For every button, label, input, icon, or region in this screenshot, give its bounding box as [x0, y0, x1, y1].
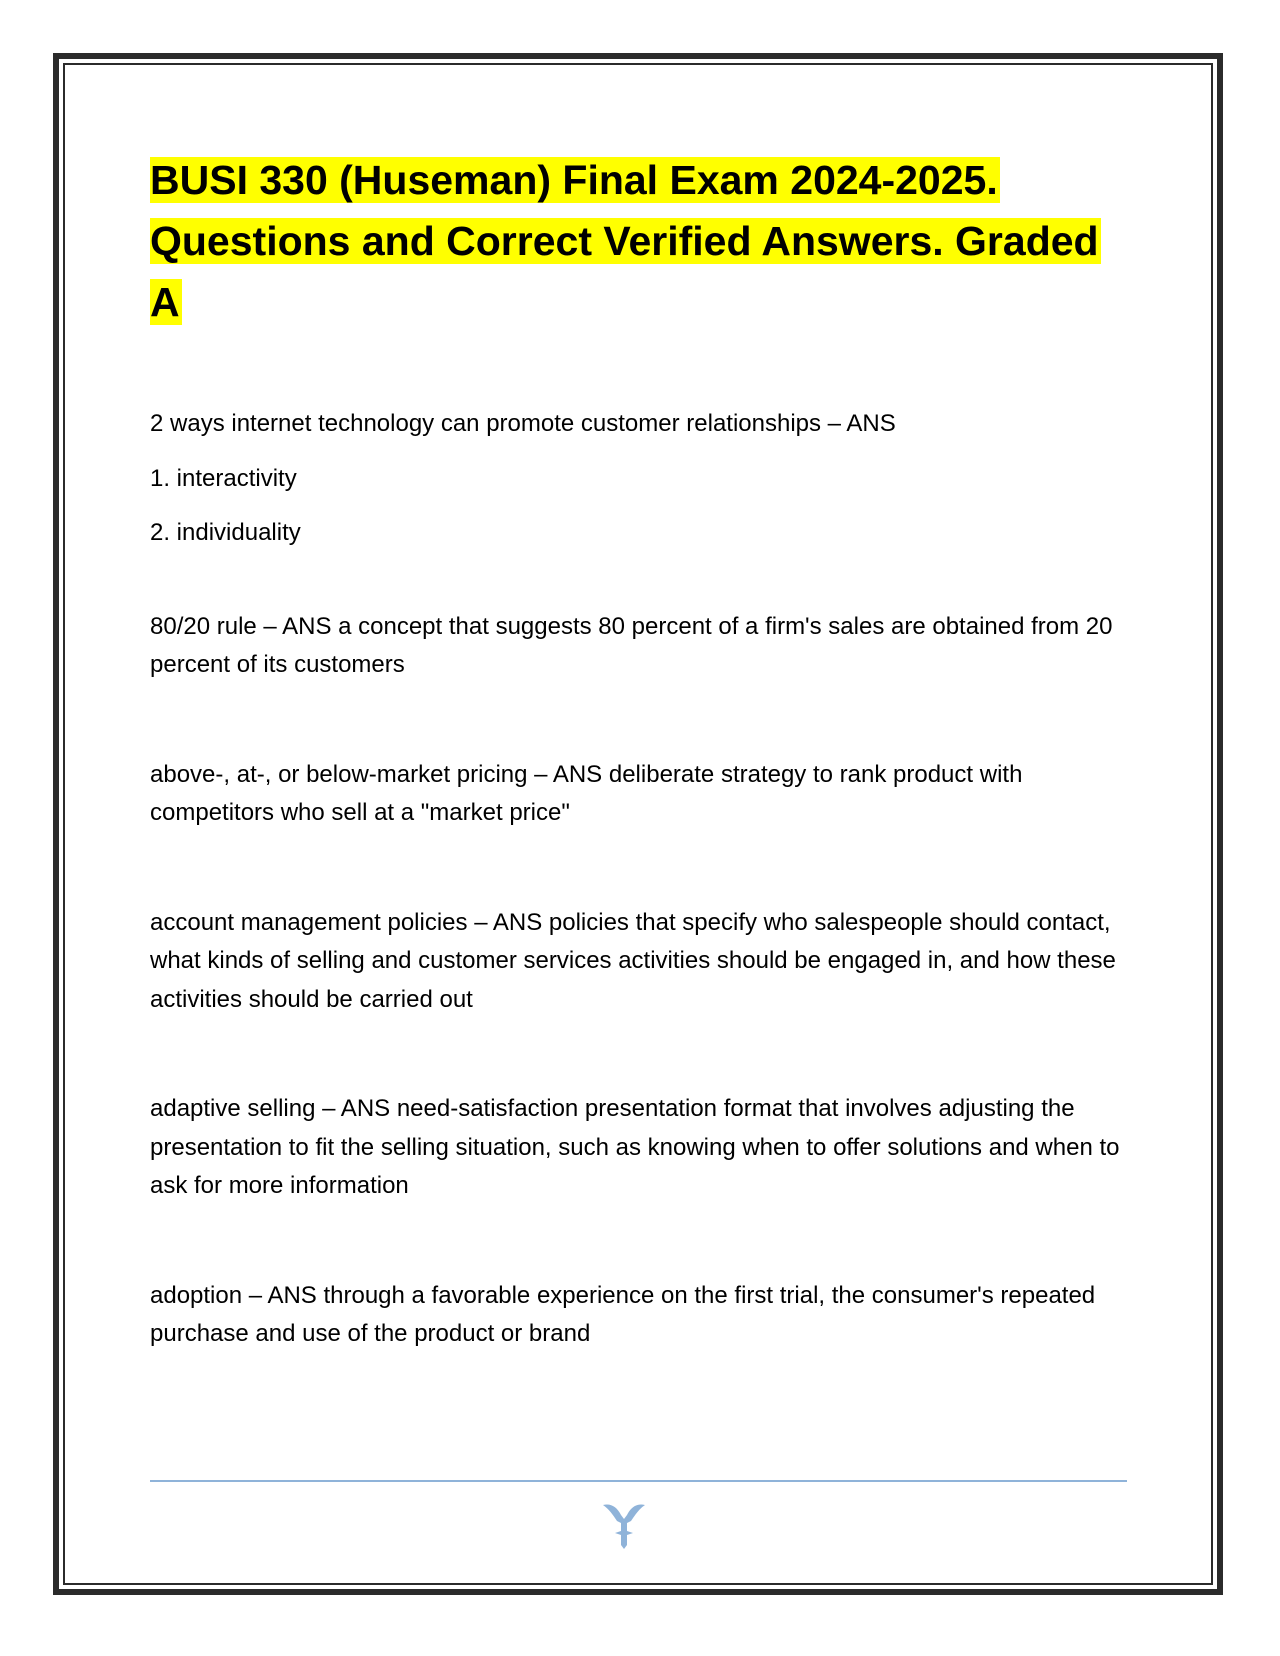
entry-adaptive-selling: adaptive selling – ANS need-satisfaction presentation format that involves adjusting the presentation to fit the selling situation, such as knowing when to offer solutions and when to ask for more information — [150, 1095, 1120, 1199]
intro-question: 2 ways internet technology can promote customer relationships – ANS — [150, 410, 896, 437]
document-title — [150, 150, 1130, 333]
footer-divider — [150, 1480, 1127, 1482]
entry-account-management: account management policies – ANS policies that specify who salespeople should contact, what kinds of selling and customer services activities should be engaged in, and how these activities should be carried out — [150, 908, 1116, 1013]
intro-block — [150, 405, 1130, 553]
bird-logo-icon — [601, 1497, 647, 1549]
entry-adoption: adoption – ANS through a favorable experience on the first trial, the consumer's repeated purchase and use of the product or brand — [150, 1281, 1096, 1347]
entry-80-20-rule: 80/20 rule – ANS a concept that suggests 80 percent of a firm's sales are obtained from 20 percent of its customers — [150, 612, 1113, 678]
intro-item-2: 2. individuality — [150, 519, 301, 546]
document-body — [150, 405, 1130, 1354]
document-content — [150, 150, 1130, 1425]
intro-item-1: 1. interactivity — [150, 464, 297, 492]
title-highlight: BUSI 330 (Huseman) Final Exam 2024-2025. Questions and Correct Verified Answers. Graded A — [150, 157, 1099, 325]
entry-market-pricing: above-, at-, or below-market pricing – ANS deliberate strategy to rank product with competitors who sell at a "market price" — [150, 760, 1023, 826]
